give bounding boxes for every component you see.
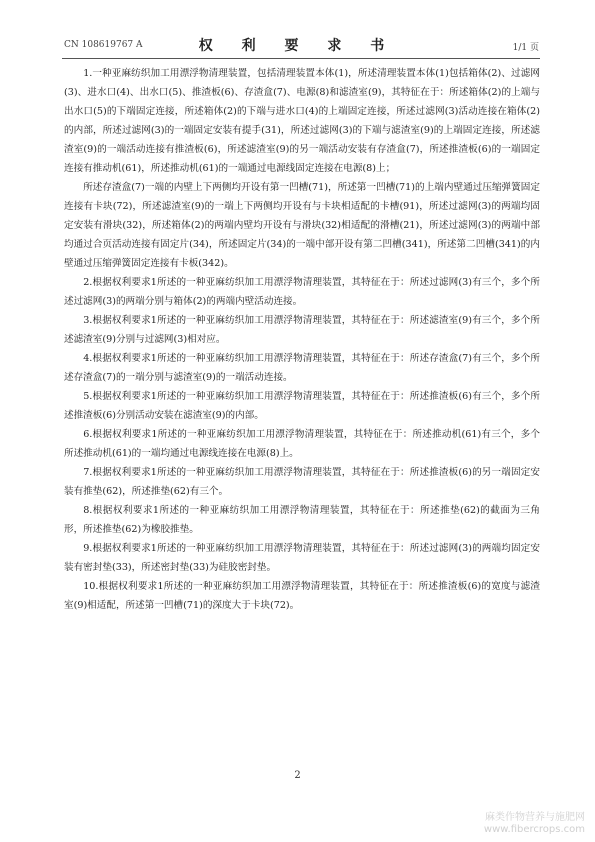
- claim-paragraph: 10.根据权利要求1所述的一种亚麻纺织加工用漂浮物清理装置，其特征在于：所述推渣板(6)的宽度与滤渣室(9)相适配，所述第一凹槽(71)的深度大于卡块(72)。: [64, 581, 540, 611]
- page-header: [0, 0, 595, 60]
- claim-paragraph: 1.一种亚麻纺织加工用漂浮物清理装置，包括清理装置本体(1)，所述清理装置本体(1)包括箱体(2)、过滤网(3)、进水口(4)、出水口(5)、推渣板(6)、存渣盒(7)、电源(8)和滤渣室(9)，其特征在于：所述箱体(2)的上端与出水口(5)的下端固定连接，所述箱体(2)的下端与进水口(4)的上端固定连接，所述过滤网(3)活动连接在箱体(2)的内部，所述过滤网(3)的一端固定安装有提手(31)，所述过滤网(3)的下端与滤渣室(9)的上端固定连接，所述滤渣室(9)的一端活动连接有推渣板(6)，所述滤渣室(9)的另一端活动安装有存渣盒(7)，所述推渣板(6)的一端固定连接有推动机(61)，所述推动机(61)的一端通过电源线固定连接在电源(8)上；: [64, 68, 540, 174]
- claim-paragraph: 9.根据权利要求1所述的一种亚麻纺织加工用漂浮物清理装置，其特征在于：所述过滤网(3)的两端均固定安装有密封垫(33)，所述密封垫(33)为硅胶密封垫。: [64, 543, 540, 573]
- watermark-url: www.fibercrops.com: [483, 824, 585, 835]
- claim-paragraph: 7.根据权利要求1所述的一种亚麻纺织加工用漂浮物清理装置，其特征在于：所述推渣板(6)的另一端固定安装有推垫(62)，所述推垫(62)有三个。: [64, 467, 540, 497]
- watermark-name: 麻类作物营养与施肥网: [485, 812, 585, 823]
- claim-paragraph: 所述存渣盒(7)一端的内壁上下两侧均开设有第一凹槽(71)，所述第一凹槽(71)的上端内壁通过压缩弹簧固定连接有卡块(72)，所述滤渣室(9)的一端上下两侧均开设有与卡块相适配的卡槽(91)，所述过滤网(3)的两端均固定安装有滑块(32)，所述箱体(2)的两端内壁均开设有与滑块(32)相适配的滑槽(21)，所述过滤网(3)的两端中部均通过合页活动连接有固定片(34)，所述固定片(34)的一端中部开设有第二凹槽(341)，所述第二凹槽(341)的内壁通过压缩弹簧固定连接有卡板(342)。: [64, 182, 540, 269]
- header-divider: [62, 58, 540, 59]
- page-info: 1/1 页: [512, 43, 539, 53]
- patent-number: CN 108619767 A: [64, 40, 143, 50]
- claim-paragraph: 5.根据权利要求1所述的一种亚麻纺织加工用漂浮物清理装置，其特征在于：所述推渣板(6)有三个，多个所述推渣板(6)分别活动安装在滤渣室(9)的内部。: [64, 391, 540, 421]
- claims-body: [64, 64, 540, 615]
- document-title: 权 利 要 求 书: [198, 38, 397, 54]
- claim-paragraph: 6.根据权利要求1所述的一种亚麻纺织加工用漂浮物清理装置，其特征在于：所述推动机(61)有三个，多个所述推动机(61)的一端均通过电源线连接在电源(8)上。: [64, 429, 540, 459]
- claim-paragraph: 3.根据权利要求1所述的一种亚麻纺织加工用漂浮物清理装置，其特征在于：所述滤渣室(9)有三个，多个所述滤渣室(9)分别与过滤网(3)相对应。: [64, 315, 540, 345]
- claim-paragraph: 8.根据权利要求1所述的一种亚麻纺织加工用漂浮物清理装置，其特征在于：所述推垫(62)的截面为三角形，所述推垫(62)为橡胶推垫。: [64, 505, 540, 535]
- page-number: 2: [294, 770, 301, 781]
- site-watermark: [484, 812, 585, 836]
- claim-paragraph: 2.根据权利要求1所述的一种亚麻纺织加工用漂浮物清理装置，其特征在于：所述过滤网(3)有三个，多个所述过滤网(3)的两端分别与箱体(2)的两端内壁活动连接。: [64, 277, 540, 307]
- claim-paragraph: 4.根据权利要求1所述的一种亚麻纺织加工用漂浮物清理装置，其特征在于：所述存渣盒(7)有三个，多个所述存渣盒(7)的一端分别与滤渣室(9)的一端活动连接。: [64, 353, 540, 383]
